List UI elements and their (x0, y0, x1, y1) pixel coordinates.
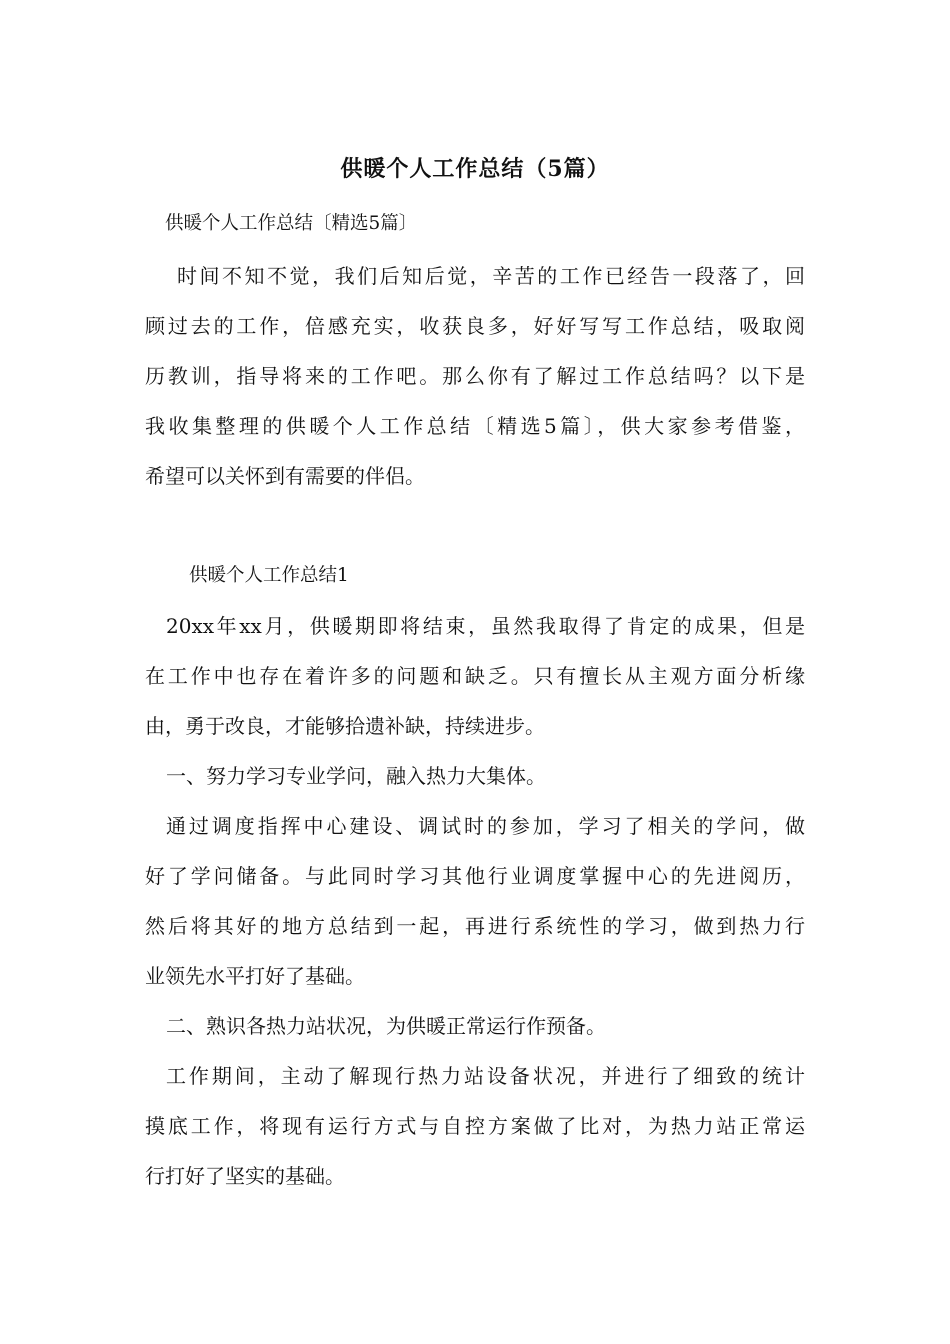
paragraph (145, 801, 805, 1001)
text-line: 然后将其好的地方总结到一起，再进行系统性的学习，做到热力行 (145, 914, 805, 938)
paragraph (145, 601, 805, 751)
document-subtitle: 供暖个人工作总结〔精选5篇〕 (165, 213, 418, 234)
paragraph-gap (145, 501, 805, 551)
text-line: 历教训，指导将来的工作吧。那么你有了解过工作总结吗？以下是 (145, 364, 805, 388)
intro-paragraph (145, 251, 805, 501)
point-heading: 一、努力学习专业学问，融入热力大集体。 (166, 764, 546, 788)
text-line: 时间不知不觉，我们后知后觉，辛苦的工作已经告一段落了，回 (177, 264, 805, 288)
document-title: 供暖个人工作总结（5篇） (340, 156, 610, 182)
text-line: 由，勇于改良，才能够拾遗补缺，持续进步。 (145, 714, 545, 738)
text-line: 摸底工作，将现有运行方式与自控方案做了比对，为热力站正常运 (145, 1114, 805, 1138)
text-line: 行打好了坚实的基础。 (145, 1164, 345, 1188)
text-line: 好了学问储备。与此同时学习其他行业调度掌握中心的先进阅历， (145, 864, 805, 888)
text-line: 工作期间，主动了解现行热力站设备状况，并进行了细致的统计 (166, 1064, 805, 1088)
text-line: 顾过去的工作，倍感充实，收获良多，好好写写工作总结，吸取阅 (145, 314, 805, 338)
text-line: 希望可以关怀到有需要的伴侣。 (145, 464, 425, 488)
text-line: 我收集整理的供暖个人工作总结〔精选5篇〕，供大家参考借鉴， (145, 414, 805, 438)
document-body (145, 251, 805, 1201)
point-heading: 二、熟识各热力站状况，为供暖正常运行作预备。 (166, 1014, 606, 1038)
section-heading: 供暖个人工作总结1 (189, 565, 349, 586)
text-line: 业领先水平打好了基础。 (145, 964, 365, 988)
text-line: 通过调度指挥中心建设、调试时的参加，学习了相关的学问，做 (166, 814, 805, 838)
text-line: 20xx年xx月，供暖期即将结束，虽然我取得了肯定的成果，但是 (166, 614, 805, 638)
paragraph (145, 1051, 805, 1201)
text-line: 在工作中也存在着许多的问题和缺乏。只有擅长从主观方面分析缘 (145, 664, 805, 688)
